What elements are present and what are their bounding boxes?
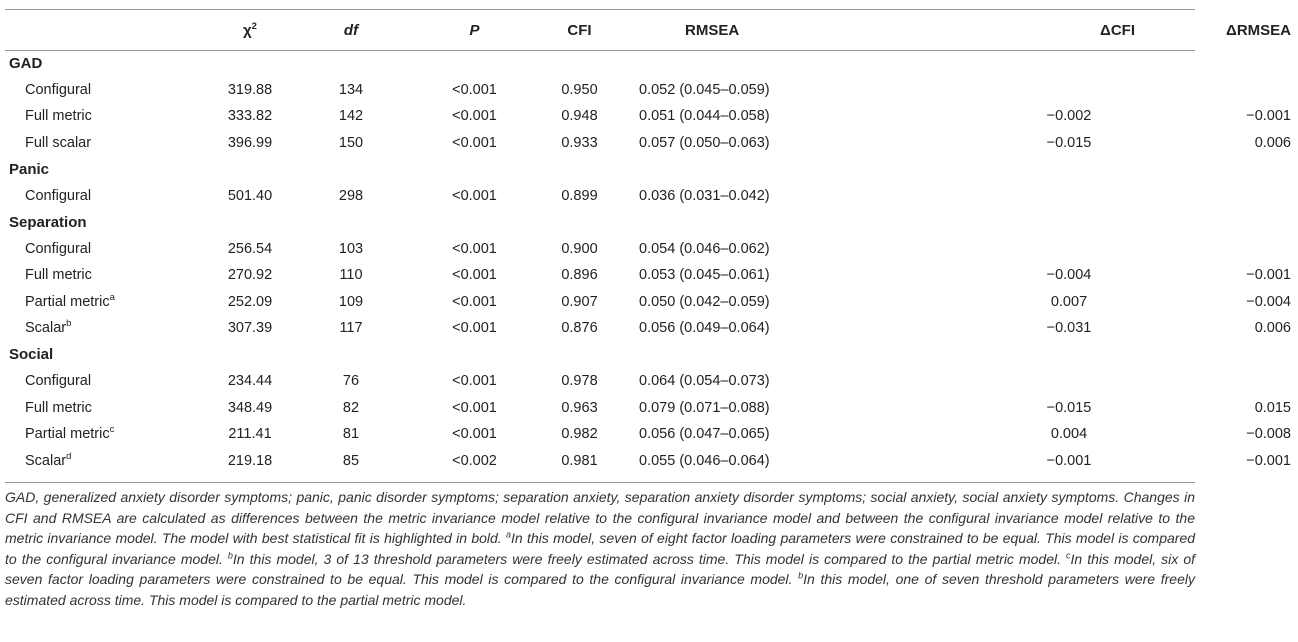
row-model: Configural [25,81,92,98]
cell-chi-square: 211.41 [228,426,272,443]
table-row [5,130,1298,157]
cell-df: 103 [338,240,364,257]
table-footnote [5,487,1195,610]
fit-statistics-table [5,10,1298,474]
cell-cfi: 0.907 [561,293,598,310]
footnote-main: GAD, generalized anxiety disorder symptoms; panic, panic disorder symptoms; separation anxiety, separation anxiety disorder symptoms; social anxiety, social anxiety symptoms. Changes in CFI and RMSEA are calculated as differences between the metric invariance model relative to the configural invariance model and between the configural invariance model relative to the metric invariance model. The model with best statistical fit is highlighted in bold. [5,489,1195,546]
cell-df: 82 [342,399,360,416]
cell-delta-cfi: −0.031 [1046,320,1092,337]
group-row-gad [5,50,1298,77]
cell-df: 85 [342,452,360,469]
cell-p: <0.001 [452,426,497,443]
header-df: df [343,21,359,39]
cell-delta-rmsea: 0.015 [1254,399,1291,416]
cell-rmsea: 0.053 (0.045–0.061) [639,267,770,284]
cell-delta-rmsea [1153,368,1298,395]
cell-delta-rmsea [1153,236,1298,263]
cell-cfi: 0.896 [561,267,598,284]
table-row [5,395,1298,422]
cell-rmsea: 0.050 (0.042–0.059) [639,293,770,310]
cell-p: <0.001 [452,108,497,125]
footnote-c-mark: c [1066,549,1071,560]
table-body [5,50,1298,474]
cell-chi-square: 319.88 [227,81,273,98]
cell-delta-cfi [985,77,1153,104]
cell-chi-square: 256.54 [227,240,273,257]
cell-p: <0.001 [452,373,497,390]
cell-cfi: 0.876 [561,320,598,337]
header-cfi: CFI [567,21,592,39]
cell-delta-cfi: −0.015 [1046,134,1092,151]
group-row-separation [5,209,1298,236]
cell-delta-cfi: −0.015 [1046,399,1092,416]
cell-df: 150 [338,134,364,151]
row-model: Partial metric$^a$ [25,291,115,310]
cell-chi-square: 270.92 [227,267,273,284]
cell-delta-rmsea: −0.001 [1246,452,1291,469]
cell-chi-square: 252.09 [227,293,273,310]
footnote-b-mark: b [227,549,233,560]
row-model: Configural [25,187,92,204]
cell-df: 81 [342,426,360,443]
row-footnote-mark: c [109,424,115,436]
cell-delta-rmsea: −0.004 [1246,293,1291,310]
cell-df: 298 [338,187,364,204]
footnote-c-text: In this model, six of seven factor loading parameters were constrained to be equal. This model is compared to the configural invariance model. [5,550,1195,587]
cell-p: <0.001 [452,187,497,204]
header-delta-rmsea: ΔRMSEA [1226,21,1291,39]
cell-delta-cfi [985,183,1153,210]
group-label: Separation [9,213,87,231]
footnote-a-mark: a [506,529,512,540]
cell-cfi: 0.963 [561,399,598,416]
cell-cfi: 0.950 [561,81,598,98]
cell-rmsea: 0.055 (0.046–0.064) [639,452,770,469]
table-row [5,421,1298,448]
group-row-social [5,342,1298,369]
cell-chi-square: 333.82 [227,108,273,125]
table-row [5,262,1298,289]
cell-cfi: 0.978 [561,373,598,390]
row-model: Full metric [25,399,92,416]
cell-chi-square: 234.44 [227,373,273,390]
cell-delta-cfi [985,368,1153,395]
cell-rmsea: 0.056 (0.047–0.065) [639,426,770,443]
row-model: Scalar$^d$ [25,450,72,469]
cell-df: 76 [342,373,360,390]
cell-delta-cfi [985,236,1153,263]
cell-delta-rmsea [1153,77,1298,104]
cell-delta-rmsea: −0.001 [1246,108,1291,125]
cell-p: <0.001 [452,81,497,98]
row-model: Full scalar [25,134,92,151]
cell-delta-rmsea: 0.006 [1254,320,1291,337]
header-model [5,10,195,50]
cell-df: 134 [338,81,364,98]
cell-rmsea: 0.052 (0.045–0.059) [639,81,770,98]
table-row [5,183,1298,210]
row-model: Partial metric$^c$ [25,424,115,443]
cell-cfi: 0.899 [561,187,598,204]
cell-delta-cfi: −0.004 [1046,267,1092,284]
row-model: Full metric [25,108,92,125]
cell-rmsea: 0.079 (0.071–0.088) [639,399,770,416]
header-delta-cfi: ΔCFI [1100,21,1135,39]
row-model: Configural [25,373,92,390]
header-p: P [469,21,480,39]
cell-delta-cfi: 0.004 [1050,426,1088,443]
cell-rmsea: 0.051 (0.044–0.058) [639,108,770,125]
table-row [5,315,1298,342]
cell-df: 117 [339,320,363,337]
cell-rmsea: 0.056 (0.049–0.064) [639,320,770,337]
cell-cfi: 0.982 [561,426,598,443]
cell-p: <0.001 [452,399,497,416]
cell-delta-cfi: 0.007 [1050,293,1088,310]
table-row [5,448,1298,475]
header-row [5,10,1298,50]
cell-chi-square: 396.99 [227,134,273,151]
table-row [5,77,1298,104]
bottom-rule [5,482,1195,483]
cell-delta-rmsea: −0.001 [1246,267,1291,284]
cell-p: <0.001 [452,320,497,337]
footnote-d-mark: b [798,570,804,581]
cell-rmsea: 0.036 (0.031–0.042) [639,187,770,204]
row-footnote-mark: a [109,291,115,303]
cell-cfi: 0.900 [561,240,598,257]
row-footnote-mark: b [66,318,72,330]
footnote-b-text: In this model, 3 of 13 threshold parameters were freely estimated across time. This model is compared to the partial metric model. [232,550,1061,567]
cell-cfi: 0.948 [561,108,598,125]
cell-chi-square: 307.39 [227,320,273,337]
footnote-d-text: In this model, one of seven threshold parameters were freely estimated across time. This model is compared to the partial metric model. [5,571,1195,608]
footnote-a-text: In this model, seven of eight factor loading parameters were constrained to be equal. This model is compared to the configural invariance model. [5,530,1196,567]
group-row-panic [5,156,1298,183]
cell-df: 109 [338,293,364,310]
table-row [5,289,1298,316]
cell-delta-cfi: −0.002 [1046,108,1092,125]
cell-chi-square: 348.49 [227,399,273,416]
row-model: Scalar$^b$ [25,318,72,337]
cell-p: <0.001 [452,134,497,151]
cell-chi-square: 501.40 [227,187,273,204]
cell-delta-cfi: −0.001 [1046,452,1092,469]
row-model: Configural [25,240,92,257]
cell-p: <0.001 [452,293,497,310]
cell-rmsea: 0.064 (0.054–0.073) [639,373,770,390]
cell-delta-rmsea: −0.008 [1246,426,1291,443]
table-row [5,236,1298,263]
cell-rmsea: 0.054 (0.046–0.062) [639,240,770,257]
table-row [5,103,1298,130]
cell-chi-square: 219.18 [227,452,273,469]
cell-delta-rmsea: 0.006 [1254,134,1291,151]
group-label: Panic [9,160,50,178]
header-chi-square: $\chi^2$ [243,20,257,39]
group-label: GAD [9,54,43,72]
row-model: Full metric [25,267,92,284]
cell-p: <0.001 [452,267,497,284]
cell-p: <0.001 [452,240,497,257]
table-row [5,368,1298,395]
cell-cfi: 0.981 [561,452,598,469]
header-rmsea: RMSEA [685,21,740,39]
cell-rmsea: 0.057 (0.050–0.063) [639,134,770,151]
cell-df: 142 [338,108,364,125]
row-footnote-mark: d [66,450,72,462]
cell-df: 110 [339,267,363,284]
cell-p: <0.002 [452,452,497,469]
group-label: Social [9,346,54,364]
cell-delta-rmsea [1153,183,1298,210]
cell-cfi: 0.933 [561,134,598,151]
